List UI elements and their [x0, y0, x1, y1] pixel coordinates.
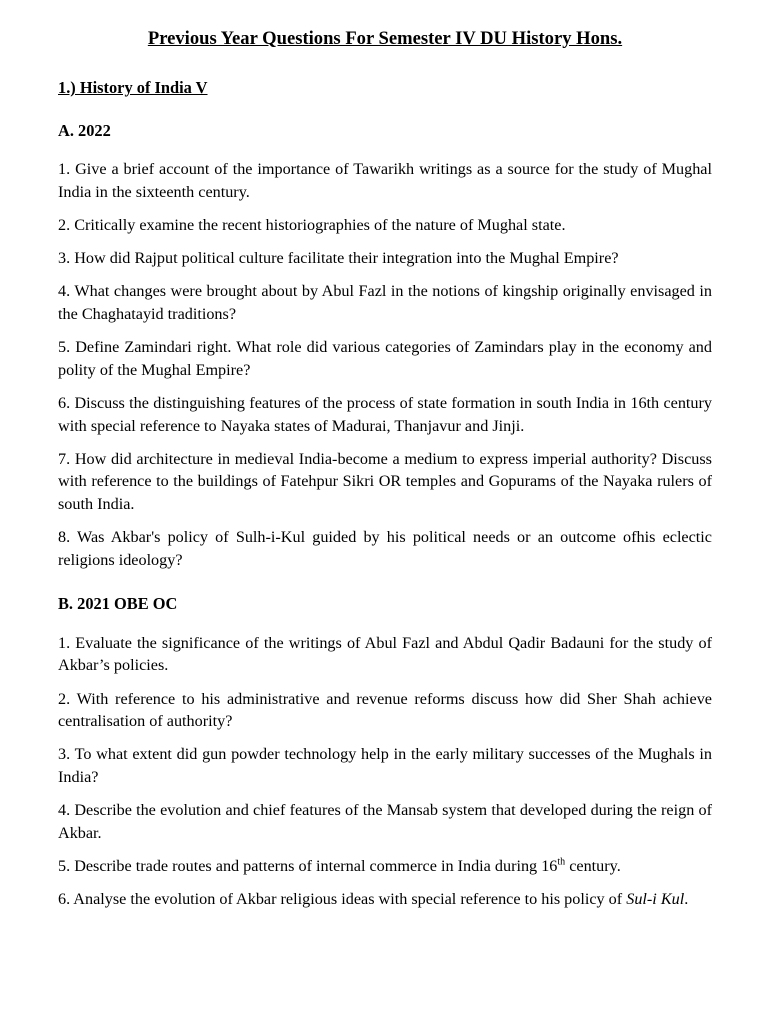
page-title: Previous Year Questions For Semester IV DU History Hons.	[147, 28, 623, 49]
question-b5-text: 5. Describe trade routes and patterns of internal commerce in India during 16	[58, 856, 558, 875]
question-b6-text: 6. Analyse the evolution of Akbar religious ideas with special reference to his policy of	[58, 890, 623, 909]
question-b4: 4. Describe the evolution and chief features of the Mansab system that developed during the reign of Akbar.	[58, 801, 712, 842]
section-heading-a: A. 2022	[58, 120, 111, 140]
question-b6-italic-term: Sul-i Kul	[626, 890, 685, 909]
question-a1: 1. Give a brief account of the importance of Tawarikh writings as a source for the study of Mughal India in the sixteenth century.	[58, 160, 712, 201]
question-a4: 4. What changes were brought about by Abul Fazl in the notions of kingship originally envisaged in the Chaghatayid traditions?	[58, 282, 712, 323]
question-b5	[58, 855, 712, 878]
question-b2: 2. With reference to his administrative and revenue reforms discuss how did Sher Shah achieve centralisation of authority?	[58, 689, 712, 731]
question-a3: 3. How did Rajput political culture facilitate their integration into the Mughal Empire?	[58, 249, 619, 268]
question-a2: 2. Critically examine the recent historiographies of the nature of Mughal state.	[58, 215, 566, 234]
course-heading: 1.) History of India V	[58, 78, 208, 97]
question-b6-tail: .	[684, 890, 689, 909]
question-a7: 7. How did architecture in medieval India-become a medium to express imperial authority? Discuss with reference to the buildings of Fatehpur Sikri OR temples and Gopurams of the Nayaka rulers of south India.	[58, 449, 712, 513]
section-heading-b: B. 2021 OBE OC	[58, 594, 178, 614]
question-b1: 1. Evaluate the significance of the writings of Abul Fazl and Abdul Qadir Badauni for the study of Akbar’s policies.	[58, 633, 712, 675]
question-b6	[58, 888, 712, 911]
question-b3: 3. To what extent did gun powder technology help in the early military successes of the Mughals in India?	[58, 745, 712, 786]
question-b5-tail: century.	[565, 856, 621, 875]
question-b5-superscript: th	[557, 856, 566, 868]
question-a8: 8. Was Akbar's policy of Sulh-i-Kul guided by his political needs or an outcome ofhis eclectic religions ideology?	[58, 528, 712, 569]
question-a6: 6. Discuss the distinguishing features of the process of state formation in south India in 16th century with special reference to Nayaka states of Madurai, Thanjavur and Jinji.	[58, 393, 712, 435]
question-a5: 5. Define Zamindari right. What role did various categories of Zamindars play in the economy and polity of the Mughal Empire?	[58, 338, 712, 379]
